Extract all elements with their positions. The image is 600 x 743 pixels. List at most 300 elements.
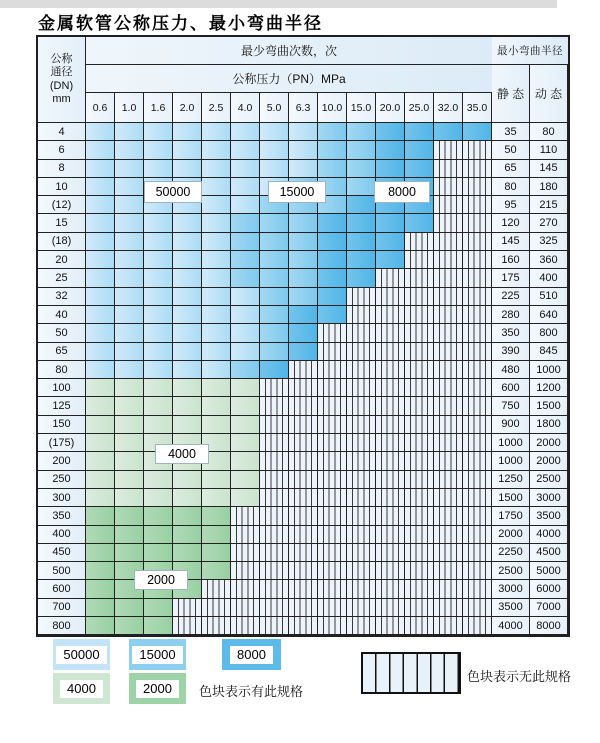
static-value-cell: 50	[492, 141, 530, 159]
grid-cell	[434, 397, 463, 415]
grid-cell	[86, 507, 115, 525]
grid-cell	[231, 416, 260, 434]
grid-cell	[434, 471, 463, 489]
grid-cell	[115, 526, 144, 544]
static-value-cell: 3000	[492, 580, 530, 598]
dynamic-value-cell: 2000	[530, 434, 568, 452]
legend-swatch-4000	[53, 673, 110, 704]
dn-cell-(175): (175)	[38, 434, 86, 452]
grid-cell	[86, 599, 115, 617]
grid-cell	[434, 361, 463, 379]
grid-cell	[463, 324, 492, 342]
static-value-cell: 2500	[492, 562, 530, 580]
pressure-col-1.6: 1.6	[144, 93, 173, 123]
grid-cell	[405, 507, 434, 525]
dn-cell-450: 450	[38, 544, 86, 562]
grid-cell	[173, 123, 202, 141]
grid-cell	[86, 233, 115, 251]
grid-cell	[144, 379, 173, 397]
grid-cell	[231, 160, 260, 178]
grid-cell	[202, 324, 231, 342]
grid-cell	[202, 562, 231, 580]
legend-swatch-15000	[129, 639, 186, 670]
zone-label-15000: 15000	[268, 181, 326, 203]
grid-cell	[115, 434, 144, 452]
dynamic-value-cell: 5000	[530, 562, 568, 580]
dn-cell-15: 15	[38, 214, 86, 232]
pressure-col-20.0: 20.0	[376, 93, 405, 123]
grid-cell	[202, 526, 231, 544]
grid-cell	[86, 160, 115, 178]
grid-cell	[231, 196, 260, 214]
grid-cell	[434, 526, 463, 544]
grid-cell	[463, 416, 492, 434]
grid-cell	[434, 416, 463, 434]
grid-cell	[260, 251, 289, 269]
grid-cell	[463, 269, 492, 287]
grid-cell	[173, 343, 202, 361]
grid-cell	[144, 288, 173, 306]
grid-cell	[434, 251, 463, 269]
grid-cell	[115, 599, 144, 617]
grid-cell	[289, 379, 318, 397]
grid-cell	[289, 123, 318, 141]
grid-cell	[144, 324, 173, 342]
grid-cell	[405, 123, 434, 141]
grid-cell	[347, 544, 376, 562]
grid-cell	[434, 507, 463, 525]
grid-cell	[463, 160, 492, 178]
grid-cell	[231, 599, 260, 617]
grid-cell	[318, 214, 347, 232]
grid-cell	[289, 160, 318, 178]
zone-label-8000: 8000	[374, 181, 430, 203]
radius-header: 最小弯曲半径	[492, 37, 568, 65]
grid-cell	[115, 233, 144, 251]
grid-cell	[405, 288, 434, 306]
grid-cell	[231, 544, 260, 562]
static-value-cell: 160	[492, 251, 530, 269]
pressure-header: 公称压力（PN）MPa	[86, 65, 492, 93]
pressure-col-25.0: 25.0	[405, 93, 434, 123]
grid-cell	[173, 379, 202, 397]
grid-cell	[347, 214, 376, 232]
static-value-cell: 600	[492, 379, 530, 397]
grid-cell	[405, 471, 434, 489]
grid-cell	[405, 214, 434, 232]
grid-cell	[347, 562, 376, 580]
grid-cell	[173, 288, 202, 306]
dynamic-value-cell: 270	[530, 214, 568, 232]
grid-cell	[289, 562, 318, 580]
grid-cell	[318, 416, 347, 434]
legend-swatch-4000-label: 4000	[60, 680, 103, 698]
legend-swatch-8000	[222, 639, 281, 670]
corner-line-3: (DN)	[49, 79, 74, 92]
grid-cell	[260, 562, 289, 580]
grid-cell	[405, 324, 434, 342]
grid-cell	[289, 599, 318, 617]
grid-cell	[260, 324, 289, 342]
grid-cell	[347, 306, 376, 324]
grid-cell	[347, 233, 376, 251]
grid-cell	[347, 160, 376, 178]
grid-cell	[260, 123, 289, 141]
grid-cell	[405, 599, 434, 617]
grid-cell	[231, 526, 260, 544]
pressure-col-2.5: 2.5	[202, 93, 231, 123]
dn-cell-500: 500	[38, 562, 86, 580]
grid-cell	[86, 288, 115, 306]
grid-cell	[144, 123, 173, 141]
grid-cell	[260, 452, 289, 470]
grid-cell	[260, 269, 289, 287]
grid-cell	[86, 397, 115, 415]
grid-cell	[289, 233, 318, 251]
pressure-col-1.0: 1.0	[115, 93, 144, 123]
grid-cell	[144, 361, 173, 379]
static-value-cell: 390	[492, 343, 530, 361]
grid-cell	[376, 507, 405, 525]
grid-cell	[289, 434, 318, 452]
grid-cell	[173, 526, 202, 544]
grid-cell	[376, 214, 405, 232]
grid-cell	[434, 123, 463, 141]
static-value-cell: 480	[492, 361, 530, 379]
grid-cell	[86, 141, 115, 159]
static-value-cell: 1000	[492, 452, 530, 470]
grid-cell	[347, 617, 376, 635]
grid-cell	[173, 507, 202, 525]
grid-cell	[173, 599, 202, 617]
grid-cell	[144, 489, 173, 507]
grid-cell	[318, 269, 347, 287]
grid-cell	[260, 544, 289, 562]
grid-cell	[289, 452, 318, 470]
grid-cell	[231, 141, 260, 159]
grid-cell	[318, 507, 347, 525]
grid-cell	[347, 196, 376, 214]
grid-cell	[347, 343, 376, 361]
static-value-cell: 145	[492, 233, 530, 251]
grid-cell	[347, 434, 376, 452]
dynamic-value-cell: 1200	[530, 379, 568, 397]
grid-cell	[318, 544, 347, 562]
static-value-cell: 95	[492, 196, 530, 214]
grid-cell	[86, 562, 115, 580]
grid-cell	[202, 196, 231, 214]
dynamic-value-cell: 3500	[530, 507, 568, 525]
grid-cell	[115, 123, 144, 141]
grid-cell	[260, 397, 289, 415]
grid-cell	[202, 507, 231, 525]
grid-cell	[318, 343, 347, 361]
grid-cell	[231, 397, 260, 415]
static-value-cell: 120	[492, 214, 530, 232]
static-header: 静 态	[492, 65, 530, 123]
grid-cell	[173, 489, 202, 507]
grid-cell	[405, 397, 434, 415]
grid-cell	[115, 288, 144, 306]
grid-cell	[289, 343, 318, 361]
grid-cell	[86, 452, 115, 470]
grid-cell	[231, 379, 260, 397]
grid-cell	[86, 306, 115, 324]
dn-cell-100: 100	[38, 379, 86, 397]
dn-cell-50: 50	[38, 324, 86, 342]
grid-cell	[376, 324, 405, 342]
grid-cell	[115, 489, 144, 507]
grid-cell	[231, 580, 260, 598]
grid-cell	[202, 471, 231, 489]
bend-times-header: 最少弯曲次数，次	[86, 37, 492, 65]
grid-cell	[405, 306, 434, 324]
grid-cell	[144, 526, 173, 544]
grid-cell	[231, 507, 260, 525]
dn-cell-600: 600	[38, 580, 86, 598]
static-value-cell: 1000	[492, 434, 530, 452]
grid-cell	[347, 141, 376, 159]
table-header	[38, 37, 568, 123]
grid-cell	[173, 617, 202, 635]
dn-cell-4: 4	[38, 123, 86, 141]
dynamic-value-cell: 2000	[530, 452, 568, 470]
grid-cell	[260, 471, 289, 489]
static-value-cell: 350	[492, 324, 530, 342]
grid-cell	[463, 599, 492, 617]
grid-cell	[115, 178, 144, 196]
grid-cell	[376, 562, 405, 580]
grid-cell	[463, 343, 492, 361]
grid-cell	[376, 361, 405, 379]
grid-cell	[202, 251, 231, 269]
grid-cell	[289, 489, 318, 507]
dynamic-header: 动 态	[530, 65, 568, 123]
grid-cell	[231, 617, 260, 635]
grid-cell	[202, 141, 231, 159]
dynamic-value-cell: 2500	[530, 471, 568, 489]
grid-cell	[376, 343, 405, 361]
grid-cell	[463, 361, 492, 379]
grid-cell	[376, 416, 405, 434]
dn-cell-150: 150	[38, 416, 86, 434]
grid-cell	[376, 617, 405, 635]
grid-cell	[86, 471, 115, 489]
dn-cell-(12): (12)	[38, 196, 86, 214]
grid-cell	[289, 397, 318, 415]
grid-cell	[463, 141, 492, 159]
grid-cell	[231, 123, 260, 141]
grid-cell	[434, 160, 463, 178]
grid-cell	[347, 507, 376, 525]
grid-cell	[347, 526, 376, 544]
grid-cell	[463, 526, 492, 544]
static-value-cell: 1500	[492, 489, 530, 507]
static-value-cell: 1750	[492, 507, 530, 525]
grid-cell	[86, 214, 115, 232]
grid-cell	[202, 160, 231, 178]
dn-cell-250: 250	[38, 471, 86, 489]
grid-cell	[173, 214, 202, 232]
grid-cell	[115, 269, 144, 287]
grid-cell	[202, 269, 231, 287]
dynamic-value-cell: 4500	[530, 544, 568, 562]
grid-cell	[115, 397, 144, 415]
zone-label-50000: 50000	[144, 181, 202, 203]
grid-cell	[347, 416, 376, 434]
spec-table	[36, 35, 570, 637]
grid-cell	[231, 471, 260, 489]
grid-cell	[463, 196, 492, 214]
grid-cell	[405, 269, 434, 287]
grid-cell	[318, 580, 347, 598]
grid-cell	[202, 123, 231, 141]
grid-cell	[115, 507, 144, 525]
grid-cell	[347, 288, 376, 306]
grid-cell	[289, 544, 318, 562]
grid-cell	[318, 361, 347, 379]
grid-cell	[202, 178, 231, 196]
grid-cell	[86, 123, 115, 141]
grid-cell	[318, 397, 347, 415]
grid-cell	[434, 544, 463, 562]
grid-cell	[231, 452, 260, 470]
static-value-cell: 1250	[492, 471, 530, 489]
dynamic-value-cell: 110	[530, 141, 568, 159]
grid-cell	[318, 324, 347, 342]
grid-cell	[86, 526, 115, 544]
grid-cell	[260, 489, 289, 507]
grid-cell	[376, 434, 405, 452]
grid-cell	[260, 160, 289, 178]
dynamic-value-cell: 6000	[530, 580, 568, 598]
pressure-col-5.0: 5.0	[260, 93, 289, 123]
grid-cell	[405, 617, 434, 635]
grid-cell	[231, 324, 260, 342]
grid-cell	[376, 123, 405, 141]
grid-cell	[318, 434, 347, 452]
dynamic-value-cell: 4000	[530, 526, 568, 544]
static-value-cell: 2250	[492, 544, 530, 562]
grid-cell	[231, 306, 260, 324]
grid-cell	[202, 233, 231, 251]
grid-cell	[347, 452, 376, 470]
legend-swatch-15000-label: 15000	[132, 646, 182, 664]
grid-cell	[173, 471, 202, 489]
grid-cell	[405, 233, 434, 251]
grid-cell	[434, 489, 463, 507]
grid-cell	[347, 178, 376, 196]
grid-cell	[347, 269, 376, 287]
grid-cell	[86, 416, 115, 434]
grid-cell	[376, 471, 405, 489]
grid-cell	[318, 306, 347, 324]
grid-cell	[405, 251, 434, 269]
radius-subheaders	[492, 65, 568, 123]
grid-cell	[289, 361, 318, 379]
grid-cell	[434, 452, 463, 470]
pressure-col-0.6: 0.6	[86, 93, 115, 123]
grid-cell	[434, 324, 463, 342]
grid-cell	[289, 141, 318, 159]
grid-cell	[260, 507, 289, 525]
pressure-col-32.0: 32.0	[434, 93, 463, 123]
grid-cell	[202, 599, 231, 617]
header-right	[492, 37, 568, 123]
grid-cell	[144, 544, 173, 562]
grid-cell	[260, 617, 289, 635]
grid-cell	[231, 233, 260, 251]
grid-cell	[376, 141, 405, 159]
grid-cell	[260, 379, 289, 397]
grid-cell	[463, 214, 492, 232]
grid-cell	[318, 251, 347, 269]
grid-cell	[260, 214, 289, 232]
grid-cell	[115, 306, 144, 324]
grid-cell	[115, 617, 144, 635]
dn-cell-32: 32	[38, 288, 86, 306]
grid-cell	[318, 452, 347, 470]
grid-cell	[463, 123, 492, 141]
dn-cell-(18): (18)	[38, 233, 86, 251]
grid-cell	[289, 269, 318, 287]
grid-cell	[376, 251, 405, 269]
grid-cell	[202, 288, 231, 306]
grid-cell	[318, 288, 347, 306]
grid-cell	[115, 160, 144, 178]
dynamic-value-cell: 1500	[530, 397, 568, 415]
grid-cell	[86, 343, 115, 361]
grid-cell	[202, 343, 231, 361]
corner-line-1: 公称	[50, 52, 73, 65]
corner-header-dn	[38, 37, 86, 123]
dn-cell-8: 8	[38, 160, 86, 178]
grid-cell	[376, 233, 405, 251]
grid-cell	[289, 526, 318, 544]
grid-cell	[405, 544, 434, 562]
grid-cell	[202, 361, 231, 379]
grid-cell	[202, 379, 231, 397]
grid-cell	[318, 526, 347, 544]
grid-cell	[405, 361, 434, 379]
grid-cell	[347, 489, 376, 507]
grid-cell	[231, 489, 260, 507]
grid-cell	[115, 324, 144, 342]
grid-cell	[289, 214, 318, 232]
legend-swatch-2000	[129, 673, 186, 704]
grid-cell	[202, 580, 231, 598]
corner-line-2: 通径	[50, 66, 73, 78]
grid-cell	[202, 489, 231, 507]
grid-cell	[434, 269, 463, 287]
grid-cell	[260, 288, 289, 306]
top-gray-band	[0, 0, 557, 8]
dynamic-value-cell: 80	[530, 123, 568, 141]
static-value-cell: 225	[492, 288, 530, 306]
grid-cell	[405, 343, 434, 361]
grid-cell	[405, 434, 434, 452]
dynamic-value-cell: 1800	[530, 416, 568, 434]
dynamic-value-cell: 145	[530, 160, 568, 178]
grid-cell	[347, 397, 376, 415]
grid-cell	[376, 160, 405, 178]
dynamic-value-cell: 400	[530, 269, 568, 287]
pressure-col-35.0: 35.0	[463, 93, 492, 123]
grid-cell	[376, 489, 405, 507]
grid-cell	[463, 379, 492, 397]
grid-cell	[318, 160, 347, 178]
grid-cell	[86, 617, 115, 635]
